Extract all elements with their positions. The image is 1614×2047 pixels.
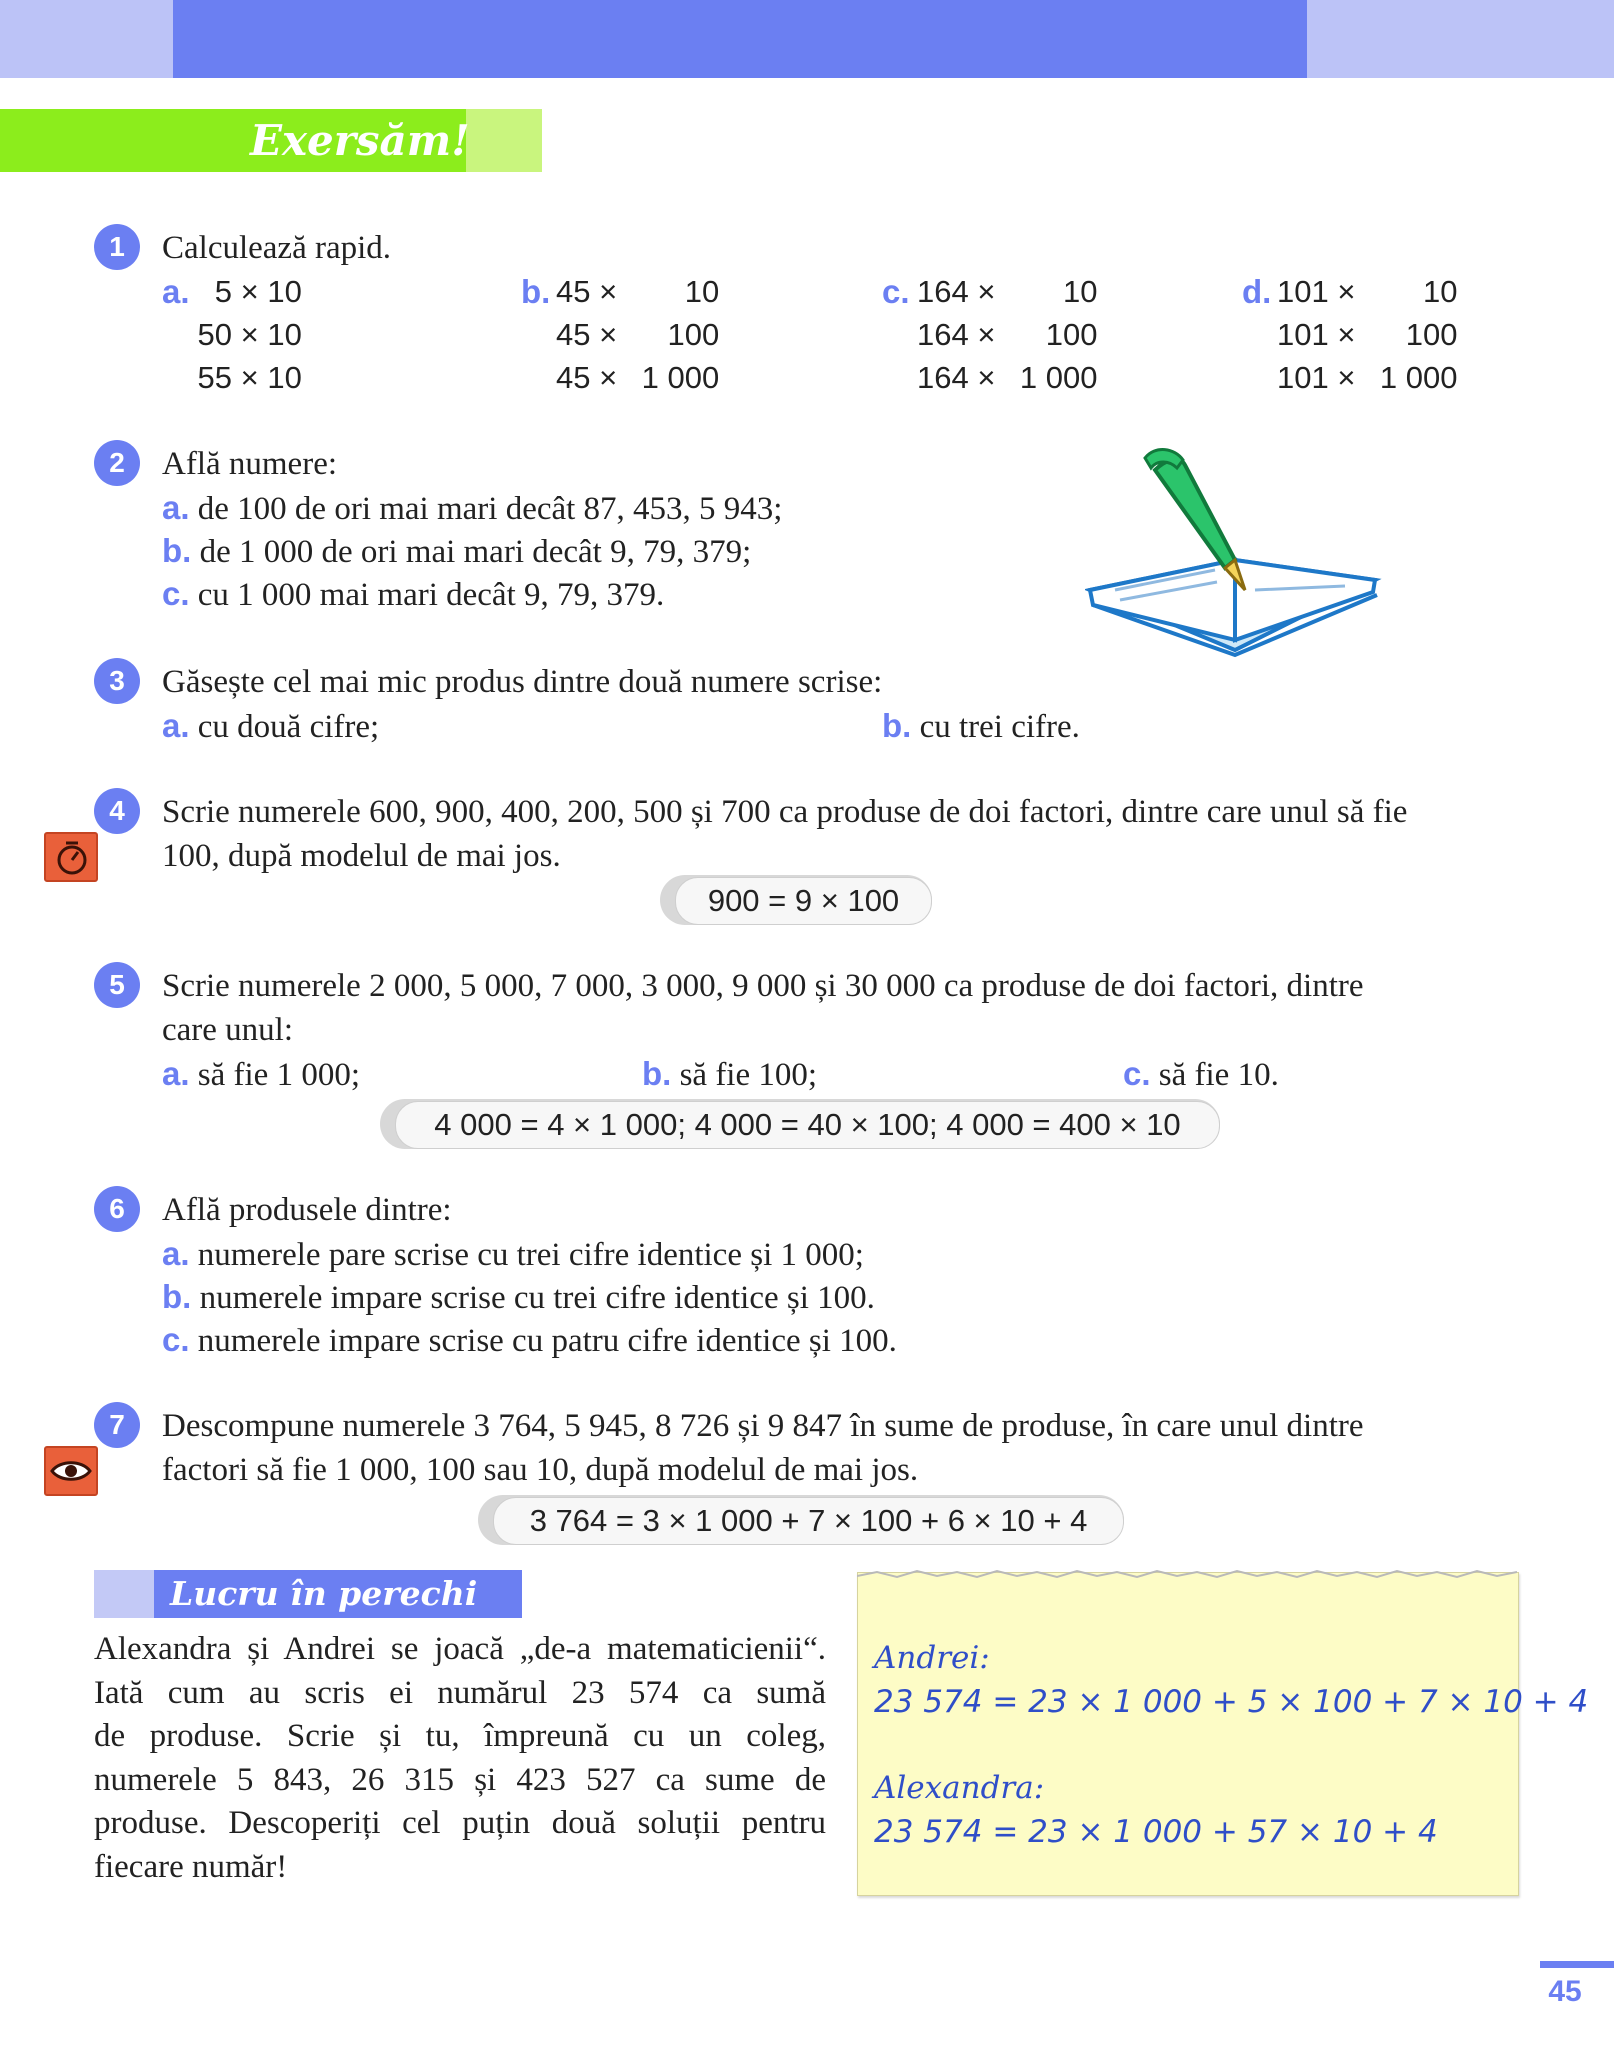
top-band-dark [173, 0, 1307, 78]
exercise-2b: b. de 1 000 de ori mai mari decât 9, 79, 379; [162, 532, 752, 570]
exercise-1c-row-1: 164 × 10 [917, 274, 1098, 309]
exercise-6-prompt: Află produsele dintre: [162, 1192, 452, 1228]
pairs-title: Lucru în perechi [170, 1574, 478, 1613]
pen-and-notebook-illustration [1085, 440, 1385, 670]
page-number-line [1540, 1961, 1614, 1968]
page-number: 45 [1548, 1975, 1582, 2008]
section-banner-tail [466, 109, 542, 172]
exercise-1c-row-2: 164 × 100 [917, 317, 1098, 352]
exercise-1a-row-2: 50 × 10 [197, 317, 302, 352]
exercise-1a-label: a. [162, 273, 190, 310]
exercise-3-prompt: Găsește cel mai mic produs dintre două numere scrise: [162, 664, 883, 700]
pairs-banner-light [94, 1570, 154, 1618]
section-title: Exersăm! [250, 116, 470, 165]
exercise-4-line-2: 100, după modelul de mai jos. [162, 838, 561, 874]
pairs-line-4: numerele 5 843, 26 315 și 423 527 ca sume de [94, 1761, 826, 1798]
exercise-1b-row-2: 45 × 100 [556, 317, 720, 352]
exercise-2-number: 2 [94, 440, 140, 486]
pairs-line-2: Iată cum au scris ei numărul 23 574 ca sumă [94, 1674, 826, 1711]
exercise-1-prompt: Calculează rapid. [162, 230, 392, 266]
eye-icon [44, 1446, 98, 1496]
exercise-7-model: 3 764 = 3 × 1 000 + 7 × 100 + 6 × 10 + 4 [493, 1497, 1124, 1545]
exercise-6a: a. numerele pare scrise cu trei cifre identice și 1 000; [162, 1235, 864, 1273]
exercise-5a: a. să fie 1 000; [162, 1055, 360, 1093]
exercise-5c: c. să fie 10. [1123, 1055, 1279, 1093]
exercise-5-model: 4 000 = 4 × 1 000; 4 000 = 40 × 100; 4 000 = 400 × 10 [395, 1101, 1220, 1149]
exercise-1d-row-2: 101 × 100 [1277, 317, 1458, 352]
exercise-4-line-1: Scrie numerele 600, 900, 400, 200, 500 și 700 ca produse de doi factori, dintre care unul să fie [162, 794, 1408, 830]
exercise-3a: a. cu două cifre; [162, 707, 380, 745]
exercise-4-number: 4 [94, 788, 140, 834]
exercise-1-number: 1 [94, 224, 140, 270]
exercise-1c-label: c. [882, 273, 910, 310]
pairs-line-5: produse. Descoperiți cel puțin două soluții pentru [94, 1805, 826, 1841]
exercise-1d-row-3: 101 × 1 000 [1277, 360, 1458, 395]
pairs-line-3: de produse. Scrie și tu, împreună cu un coleg, [94, 1718, 826, 1754]
exercise-4-model: 900 = 9 × 100 [675, 877, 932, 925]
exercise-7-line-1: Descompune numerele 3 764, 5 945, 8 726 și 9 847 în sume de produse, în care unul dintre [162, 1408, 1364, 1444]
exercise-1b-row-3: 45 × 1 000 [556, 360, 720, 395]
note-andrei-name: Andrei: [874, 1640, 990, 1676]
exercise-1a-row-1: 5 × 10 [214, 274, 302, 309]
note-andrei-equation: 23 574 = 23 × 1 000 + 5 × 100 + 7 × 10 + 4 [874, 1684, 1589, 1720]
exercise-6-number: 6 [94, 1186, 140, 1232]
exercise-3b: b. cu trei cifre. [882, 707, 1080, 745]
exercise-2c: c. cu 1 000 mai mari decât 9, 79, 379. [162, 575, 665, 613]
exercise-3-number: 3 [94, 658, 140, 704]
exercise-1b-row-1: 45 × 10 [556, 274, 720, 309]
pairs-line-6: fiecare număr! [94, 1848, 288, 1885]
pairs-line-1: Alexandra și Andrei se joacă „de-a matematicienii“. [94, 1631, 826, 1667]
notepad-torn-edge [857, 1566, 1517, 1582]
exercise-1d-row-1: 101 × 10 [1277, 274, 1458, 309]
exercise-7-number: 7 [94, 1402, 140, 1448]
exercise-5-number: 5 [94, 962, 140, 1008]
note-alexandra-name: Alexandra: [874, 1770, 1045, 1806]
exercise-2a: a. de 100 de ori mai mari decât 87, 453, 5 943; [162, 489, 783, 527]
exercise-1d-label: d. [1242, 273, 1272, 310]
exercise-1a-row-3: 55 × 10 [197, 360, 302, 395]
exercise-2-prompt: Află numere: [162, 446, 338, 482]
note-alexandra-equation: 23 574 = 23 × 1 000 + 57 × 10 + 4 [874, 1814, 1438, 1850]
stopwatch-icon [44, 832, 98, 882]
exercise-1c-row-3: 164 × 1 000 [917, 360, 1098, 395]
exercise-1b-label: b. [521, 273, 551, 310]
pairs-paragraph [94, 1628, 826, 1889]
exercise-6b: b. numerele impare scrise cu trei cifre identice și 100. [162, 1278, 875, 1316]
exercise-5-line-1: Scrie numerele 2 000, 5 000, 7 000, 3 000, 9 000 și 30 000 ca produse de doi factori, dintre [162, 968, 1364, 1004]
exercise-7-line-2: factori să fie 1 000, 100 sau 10, după modelul de mai jos. [162, 1452, 919, 1488]
exercise-6c: c. numerele impare scrise cu patru cifre identice și 100. [162, 1321, 897, 1359]
exercise-5b: b. să fie 100; [642, 1055, 818, 1093]
exercise-5-line-2: care unul: [162, 1012, 294, 1048]
